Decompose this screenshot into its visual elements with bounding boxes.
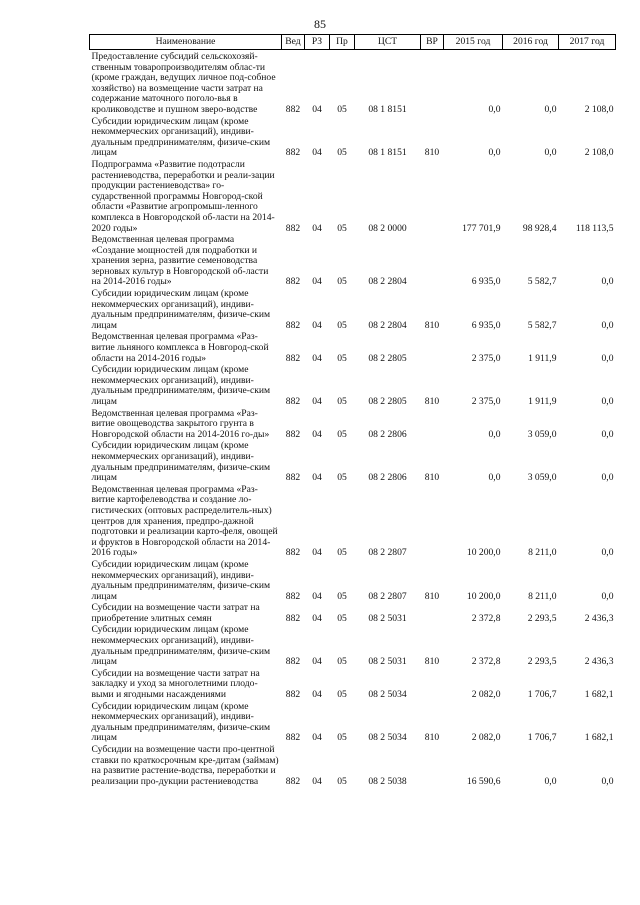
cst-code: 08 2 2804 xyxy=(368,319,407,331)
table-row xyxy=(90,702,616,745)
amount-2015: 2 375,0 xyxy=(471,352,501,364)
amount-2016: 3 059,0 xyxy=(527,428,557,440)
pr-code: 05 xyxy=(337,319,347,331)
vr-code xyxy=(421,50,444,117)
amount-2017: 1 682,1 xyxy=(584,689,614,701)
rz-code: 04 xyxy=(312,689,322,701)
pr-code: 05 xyxy=(337,222,347,234)
pr-code: 05 xyxy=(337,547,347,559)
vr-code xyxy=(421,409,444,442)
ved-code: 882 xyxy=(285,276,301,288)
rz-code: 04 xyxy=(312,352,322,364)
amount-2015: 6 935,0 xyxy=(471,276,501,288)
amount-2015: 2 082,0 xyxy=(471,689,501,701)
amount-2017: 0,0 xyxy=(601,472,614,484)
amount-2015: 0,0 xyxy=(488,103,501,115)
amount-2017: 2 436,3 xyxy=(584,656,614,668)
cst-code: 08 1 8151 xyxy=(368,147,407,159)
page-number: 85 xyxy=(314,17,326,31)
table-row xyxy=(90,117,616,160)
pr-code: 05 xyxy=(337,656,347,668)
amount-2015: 16 590,6 xyxy=(466,775,501,787)
item-name: Субсидии юридическим лицам (кроме некоммерческих организаций), индиви-дуальным предпринимателям, физиче-ским лицам xyxy=(91,115,271,159)
table-header-row xyxy=(90,35,616,50)
table-row xyxy=(90,625,616,668)
item-name: Предоставление субсидий сельскохозяй-ственным товаропроизводителям облас-ти (кроме граждан, ведущих личное под-собное хозяйство) на возмещение части затрат на содержание маточного поголо-вья в кролиководстве и пушном зверо-водстве xyxy=(91,51,276,115)
amount-2015: 2 372,8 xyxy=(471,612,501,624)
vr-code: 810 xyxy=(424,147,440,159)
rz-code: 04 xyxy=(312,103,322,115)
amount-2017: 1 682,1 xyxy=(584,732,614,744)
amount-2016: 98 928,4 xyxy=(522,222,557,234)
amount-2015: 0,0 xyxy=(488,428,501,440)
pr-code: 05 xyxy=(337,590,347,602)
vr-code: 810 xyxy=(424,732,440,744)
vr-code: 810 xyxy=(424,396,440,407)
table-row xyxy=(90,409,616,442)
pr-code: 05 xyxy=(337,352,347,364)
column-header: РЗ xyxy=(305,35,330,50)
rz-code: 04 xyxy=(312,276,322,288)
pr-code: 05 xyxy=(337,612,347,624)
cst-code: 08 2 0000 xyxy=(368,222,407,234)
vr-code: 810 xyxy=(424,656,440,668)
amount-2016: 1 706,7 xyxy=(527,689,557,701)
table-row xyxy=(90,745,616,788)
amount-2016: 2 293,5 xyxy=(527,656,557,668)
ved-code: 882 xyxy=(285,656,301,668)
cst-code: 08 2 2807 xyxy=(368,547,407,559)
rz-code: 04 xyxy=(312,775,322,787)
amount-2017: 2 436,3 xyxy=(584,612,614,624)
amount-2016: 1 911,9 xyxy=(528,396,557,407)
item-name: Субсидии юридическим лицам (кроме некоммерческих организаций), индиви-дуальным предпринимателям, физиче-ским лицам xyxy=(91,558,271,602)
cst-code: 08 2 2806 xyxy=(368,472,407,484)
vr-code xyxy=(421,745,444,788)
pr-code: 05 xyxy=(337,472,347,484)
ved-code: 882 xyxy=(285,775,301,787)
vr-code xyxy=(421,485,444,560)
ved-code: 882 xyxy=(285,319,301,331)
amount-2016: 1 706,7 xyxy=(527,732,557,744)
cst-code: 08 2 5034 xyxy=(368,689,407,701)
cst-code: 08 2 2805 xyxy=(368,396,407,407)
ved-code: 882 xyxy=(285,590,301,602)
rz-code: 04 xyxy=(312,222,322,234)
amount-2017: 0,0 xyxy=(601,276,614,288)
ved-code: 882 xyxy=(285,689,301,701)
cst-code: 08 2 5031 xyxy=(368,612,407,624)
amount-2016: 3 059,0 xyxy=(527,472,557,484)
table-row xyxy=(90,441,616,484)
amount-2016: 5 582,7 xyxy=(527,319,557,331)
amount-2016: 8 211,0 xyxy=(528,547,557,559)
amount-2015: 2 082,0 xyxy=(471,732,501,744)
rz-code: 04 xyxy=(312,732,322,744)
item-name: Ведомственная целевая программа «Раз-витие овощеводства закрытого грунта в Новгородской области на 2014-2016 го-ды» xyxy=(91,407,270,440)
pr-code: 05 xyxy=(337,732,347,744)
ved-code: 882 xyxy=(285,352,301,364)
item-name: Субсидии юридическим лицам (кроме некоммерческих организаций), индиви-дуальным предпринимателям, физиче-ским лицам xyxy=(91,364,271,407)
rz-code: 04 xyxy=(312,656,322,668)
ved-code: 882 xyxy=(285,732,301,744)
item-name: Ведомственная целевая программа «Раз-витие картофелеводства и создание ло-гистических (оптовых распределитель-ных) центров для хранения, предпро-дажной подготовки и реализации карто-феля, овощей и фруктов в Новгородской области на 2014-2016 годы» xyxy=(91,483,278,559)
vr-code xyxy=(421,160,444,235)
ved-code: 882 xyxy=(285,147,301,159)
rz-code: 04 xyxy=(312,319,322,331)
item-name: Субсидии на возмещение части затрат на закладку и уход за многолетними плодо-выми и ягодными насаждениями xyxy=(91,667,260,701)
amount-2017: 2 108,0 xyxy=(584,147,614,159)
column-header: 2015 год xyxy=(444,35,503,50)
amount-2016: 0,0 xyxy=(544,103,557,115)
rz-code: 04 xyxy=(312,612,322,624)
table-row xyxy=(90,560,616,603)
amount-2017: 2 108,0 xyxy=(584,103,614,115)
column-header: Вед xyxy=(282,35,305,50)
cst-code: 08 1 8151 xyxy=(368,103,407,115)
amount-2016: 8 211,0 xyxy=(528,590,557,602)
cst-code: 08 2 5031 xyxy=(368,656,407,668)
cst-code: 08 2 5038 xyxy=(368,775,407,787)
amount-2015: 10 200,0 xyxy=(466,547,501,559)
amount-2017: 0,0 xyxy=(601,547,614,559)
vr-code: 810 xyxy=(424,590,440,602)
amount-2015: 6 935,0 xyxy=(471,319,501,331)
budget-table xyxy=(89,34,616,788)
table-row xyxy=(90,485,616,560)
table-row xyxy=(90,669,616,702)
item-name: Субсидии юридическим лицам (кроме некоммерческих организаций), индиви-дуальным предпринимателям, физиче-ским лицам xyxy=(91,288,271,331)
table-row xyxy=(90,235,616,289)
rz-code: 04 xyxy=(312,590,322,602)
ved-code: 882 xyxy=(285,103,301,115)
ved-code: 882 xyxy=(285,396,301,407)
item-name: Субсидии юридическим лицам (кроме некоммерческих организаций), индиви-дуальным предпринимателям, физиче-ским лицам xyxy=(91,624,271,668)
amount-2015: 0,0 xyxy=(488,472,501,484)
ved-code: 882 xyxy=(285,428,301,440)
amount-2017: 0,0 xyxy=(601,319,614,331)
amount-2016: 1 911,9 xyxy=(528,352,557,364)
item-name: Субсидии юридическим лицам (кроме некоммерческих организаций), индиви-дуальным предпринимателям, физиче-ским лицам xyxy=(91,440,271,484)
amount-2016: 5 582,7 xyxy=(527,276,557,288)
amount-2015: 0,0 xyxy=(488,147,501,159)
amount-2017: 0,0 xyxy=(601,428,614,440)
vr-code: 810 xyxy=(424,319,440,331)
table-row xyxy=(90,365,616,408)
amount-2017: 0,0 xyxy=(601,775,614,787)
column-header: Пр xyxy=(330,35,355,50)
cst-code: 08 2 2804 xyxy=(368,276,407,288)
ved-code: 882 xyxy=(285,222,301,234)
rz-code: 04 xyxy=(312,147,322,159)
ved-code: 882 xyxy=(285,472,301,484)
item-name: Подпрограмма «Развитие подотрасли растениеводства, переработки и реали-зации продукции растениеводства» го-сударственной программы Новгород-ской области «Развитие агропромыш-ленного комплекса в Новгородской об-ласти на 2014-2020 годы» xyxy=(91,158,275,234)
table-row xyxy=(90,289,616,332)
table-row xyxy=(90,50,616,117)
rz-code: 04 xyxy=(312,547,322,559)
column-header: Наименование xyxy=(90,35,282,50)
vr-code xyxy=(421,235,444,289)
item-name: Субсидии на возмещение части затрат на приобретение элитных семян xyxy=(91,602,260,624)
cst-code: 08 2 5034 xyxy=(368,732,407,744)
vr-code xyxy=(421,669,444,702)
cst-code: 08 2 2805 xyxy=(368,352,407,364)
cst-code: 08 2 2806 xyxy=(368,428,407,440)
pr-code: 05 xyxy=(337,103,347,115)
table-row xyxy=(90,160,616,235)
cst-code: 08 2 2807 xyxy=(368,590,407,602)
item-name: Ведомственная целевая программа «Раз-витие льняного комплекса в Новгород-ской области на 2014-2016 годы» xyxy=(91,331,269,364)
table-row xyxy=(90,603,616,625)
column-header: ЦСТ xyxy=(355,35,421,50)
pr-code: 05 xyxy=(337,276,347,288)
ved-code: 882 xyxy=(285,612,301,624)
amount-2017: 118 113,5 xyxy=(575,222,614,234)
pr-code: 05 xyxy=(337,689,347,701)
pr-code: 05 xyxy=(337,147,347,159)
vr-code xyxy=(421,332,444,365)
amount-2016: 2 293,5 xyxy=(527,612,557,624)
pr-code: 05 xyxy=(337,396,347,407)
table-row xyxy=(90,332,616,365)
amount-2016: 0,0 xyxy=(544,147,557,159)
amount-2017: 0,0 xyxy=(601,352,614,364)
pr-code: 05 xyxy=(337,775,347,787)
vr-code: 810 xyxy=(424,472,440,484)
vr-code xyxy=(421,603,444,625)
column-header: ВР xyxy=(421,35,444,50)
amount-2015: 2 375,0 xyxy=(471,396,501,407)
item-name: Ведомственная целевая программа «Создание мощностей для подработки и хранения зерна, развитие семеноводства зерновых культур в Новгородской об-ласти на 2014-2016 годы» xyxy=(91,234,269,288)
ved-code: 882 xyxy=(285,547,301,559)
amount-2016: 0,0 xyxy=(544,775,557,787)
amount-2017: 0,0 xyxy=(601,590,614,602)
amount-2015: 10 200,0 xyxy=(466,590,501,602)
pr-code: 05 xyxy=(337,428,347,440)
item-name: Субсидии юридическим лицам (кроме некоммерческих организаций), индиви-дуальным предпринимателям, физиче-ским лицам xyxy=(91,700,271,744)
rz-code: 04 xyxy=(312,396,322,407)
rz-code: 04 xyxy=(312,428,322,440)
item-name: Субсидии на возмещение части про-центной ставки по краткосрочным кре-дитам (займам) на развитие растение-водства, переработки и реализации про-дукции растениеводства xyxy=(91,744,279,787)
amount-2017: 0,0 xyxy=(601,396,614,407)
column-header: 2016 год xyxy=(503,35,559,50)
column-header: 2017 год xyxy=(559,35,616,50)
rz-code: 04 xyxy=(312,472,322,484)
amount-2015: 177 701,9 xyxy=(462,222,501,234)
amount-2015: 2 372,8 xyxy=(471,656,501,668)
